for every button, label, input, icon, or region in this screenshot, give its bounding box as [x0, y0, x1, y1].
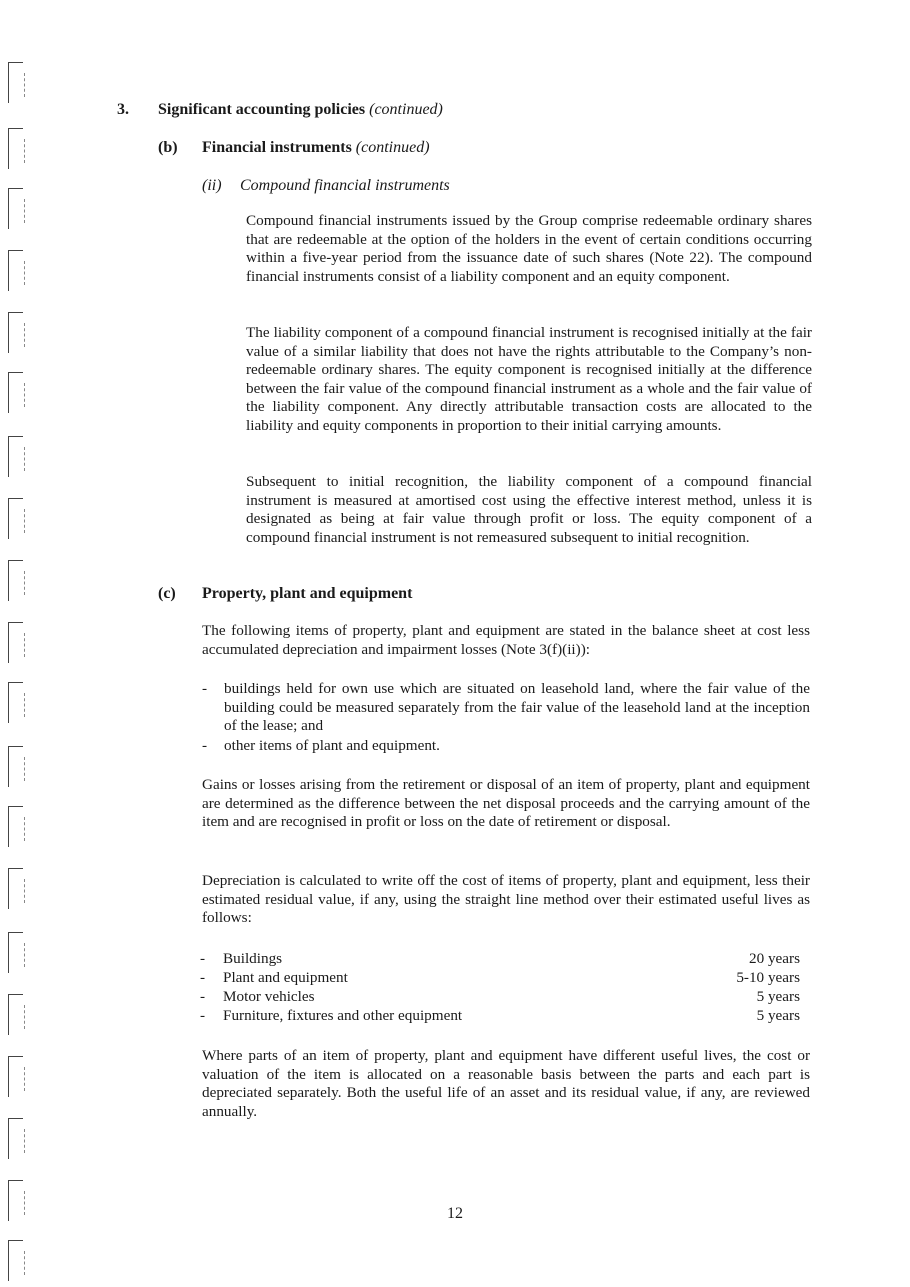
bullet-dash: - [200, 950, 206, 967]
subsection-b-heading [202, 138, 430, 158]
section-number: 3. [117, 101, 129, 118]
compound-para-3: Subsequent to initial recognition, the liability component of a compound financial instrument is measured at amortised cost using the effective interest method, unless it is designated as being at fair value through profit or loss. The equity component of a compound financial instrument is not remeasured subsequent to initial recognition. [246, 473, 812, 546]
section-title-suffix: (continued) [369, 101, 443, 118]
binder-mark [8, 62, 23, 103]
subsection-c-label: (c) [158, 585, 176, 602]
bullet-dash: - [202, 737, 208, 754]
binder-mark [8, 436, 23, 477]
binder-mark [8, 622, 23, 663]
useful-life-value: 5 years [756, 988, 800, 1005]
bullet-dash: - [200, 988, 206, 1005]
bullet-dash: - [200, 1007, 206, 1024]
binder-mark [8, 372, 23, 413]
useful-life-item: Buildings [223, 950, 283, 967]
binder-mark [8, 188, 23, 229]
compound-para-2: The liability component of a compound financial instrument is recognised initially at the fair value of a similar liability that does not have the rights attributable to the Company’s non-redeemable ordinary shares. The equity component is recognised initially at the difference between the fair value of the compound financial instrument as a whole and the fair value of the liability component. Any directly attributable transaction costs are allocated to the liability and equity components in proportion to their initial carrying amounts. [246, 324, 812, 434]
page-number: 12 [447, 1205, 463, 1222]
useful-life-item: Plant and equipment [223, 969, 348, 986]
binder-mark [8, 312, 23, 353]
subsection-b-title: Financial instruments [202, 139, 352, 156]
ppe-intro-para: The following items of property, plant and equipment are stated in the balance sheet at cost less accumulated depreciation and impairment losses (Note 3(f)(ii)): [202, 622, 810, 658]
useful-life-item: Motor vehicles [223, 988, 315, 1005]
binder-mark [8, 994, 23, 1035]
useful-life-value: 20 years [748, 950, 800, 967]
binder-mark [8, 682, 23, 723]
subsection-b-title-suffix: (continued) [355, 139, 430, 156]
useful-life-row [200, 949, 800, 969]
binder-mark [8, 560, 23, 601]
depreciation-para: Depreciation is calculated to write off the cost of items of property, plant and equipment, less their estimated residual value, if any, using the straight line method over their estimated useful lives as follows: [202, 872, 810, 927]
subsection-c-title: Property, plant and equipment [202, 585, 413, 602]
ppe-bullet-text: other items of plant and equipment. [224, 737, 440, 754]
useful-life-value: 5 years [756, 1007, 800, 1024]
compound-para-1: Compound financial instruments issued by the Group comprise redeemable ordinary shares that are redeemable at the option of the holders in the event of certain conditions occurring within a five-year period from the issuance date of such shares (Note 22). The compound financial instruments consist of a liability component and an equity component. [246, 212, 812, 285]
gains-losses-para: Gains or losses arising from the retirement or disposal of an item of property, plant and equipment are determined as the difference between the net disposal proceeds and the carrying amount of the item and are recognised in profit or loss on the date of retirement or disposal. [202, 776, 810, 831]
binder-mark [8, 1056, 23, 1097]
ppe-bullet-item [202, 737, 810, 757]
binder-mark [8, 1118, 23, 1159]
useful-life-row [200, 1006, 800, 1026]
useful-life-item: Furniture, fixtures and other equipment [223, 1007, 463, 1024]
useful-life-row [200, 968, 800, 988]
useful-life-row [200, 987, 800, 1007]
useful-life-value: 5-10 years [736, 969, 800, 986]
binder-mark [8, 498, 23, 539]
subsection-ii-title: Compound financial instruments [240, 177, 450, 194]
ppe-bullet-item [202, 680, 810, 736]
binder-mark [8, 746, 23, 787]
subsection-ii-label: (ii) [202, 177, 222, 194]
section-title: Significant accounting policies [158, 101, 366, 118]
binder-mark [8, 868, 23, 909]
section-heading [158, 100, 443, 120]
binder-mark [8, 1240, 23, 1281]
ppe-bullet-text: buildings held for own use which are situated on leasehold land, where the fair value of the building could be measured separately from the fair value of the leasehold land at the inception of the lease; and [224, 680, 810, 735]
parts-useful-lives-para: Where parts of an item of property, plant and equipment have different useful lives, the cost or valuation of the item is allocated on a reasonable basis between the parts and each part is depreciated separately. Both the useful life of an asset and its residual value, if any, are reviewed annually. [202, 1047, 810, 1120]
subsection-b-label: (b) [158, 139, 178, 156]
bullet-dash: - [202, 680, 208, 697]
bullet-dash: - [200, 969, 206, 986]
binder-mark [8, 250, 23, 291]
binder-mark [8, 932, 23, 973]
binder-mark [8, 806, 23, 847]
binder-mark [8, 128, 23, 169]
